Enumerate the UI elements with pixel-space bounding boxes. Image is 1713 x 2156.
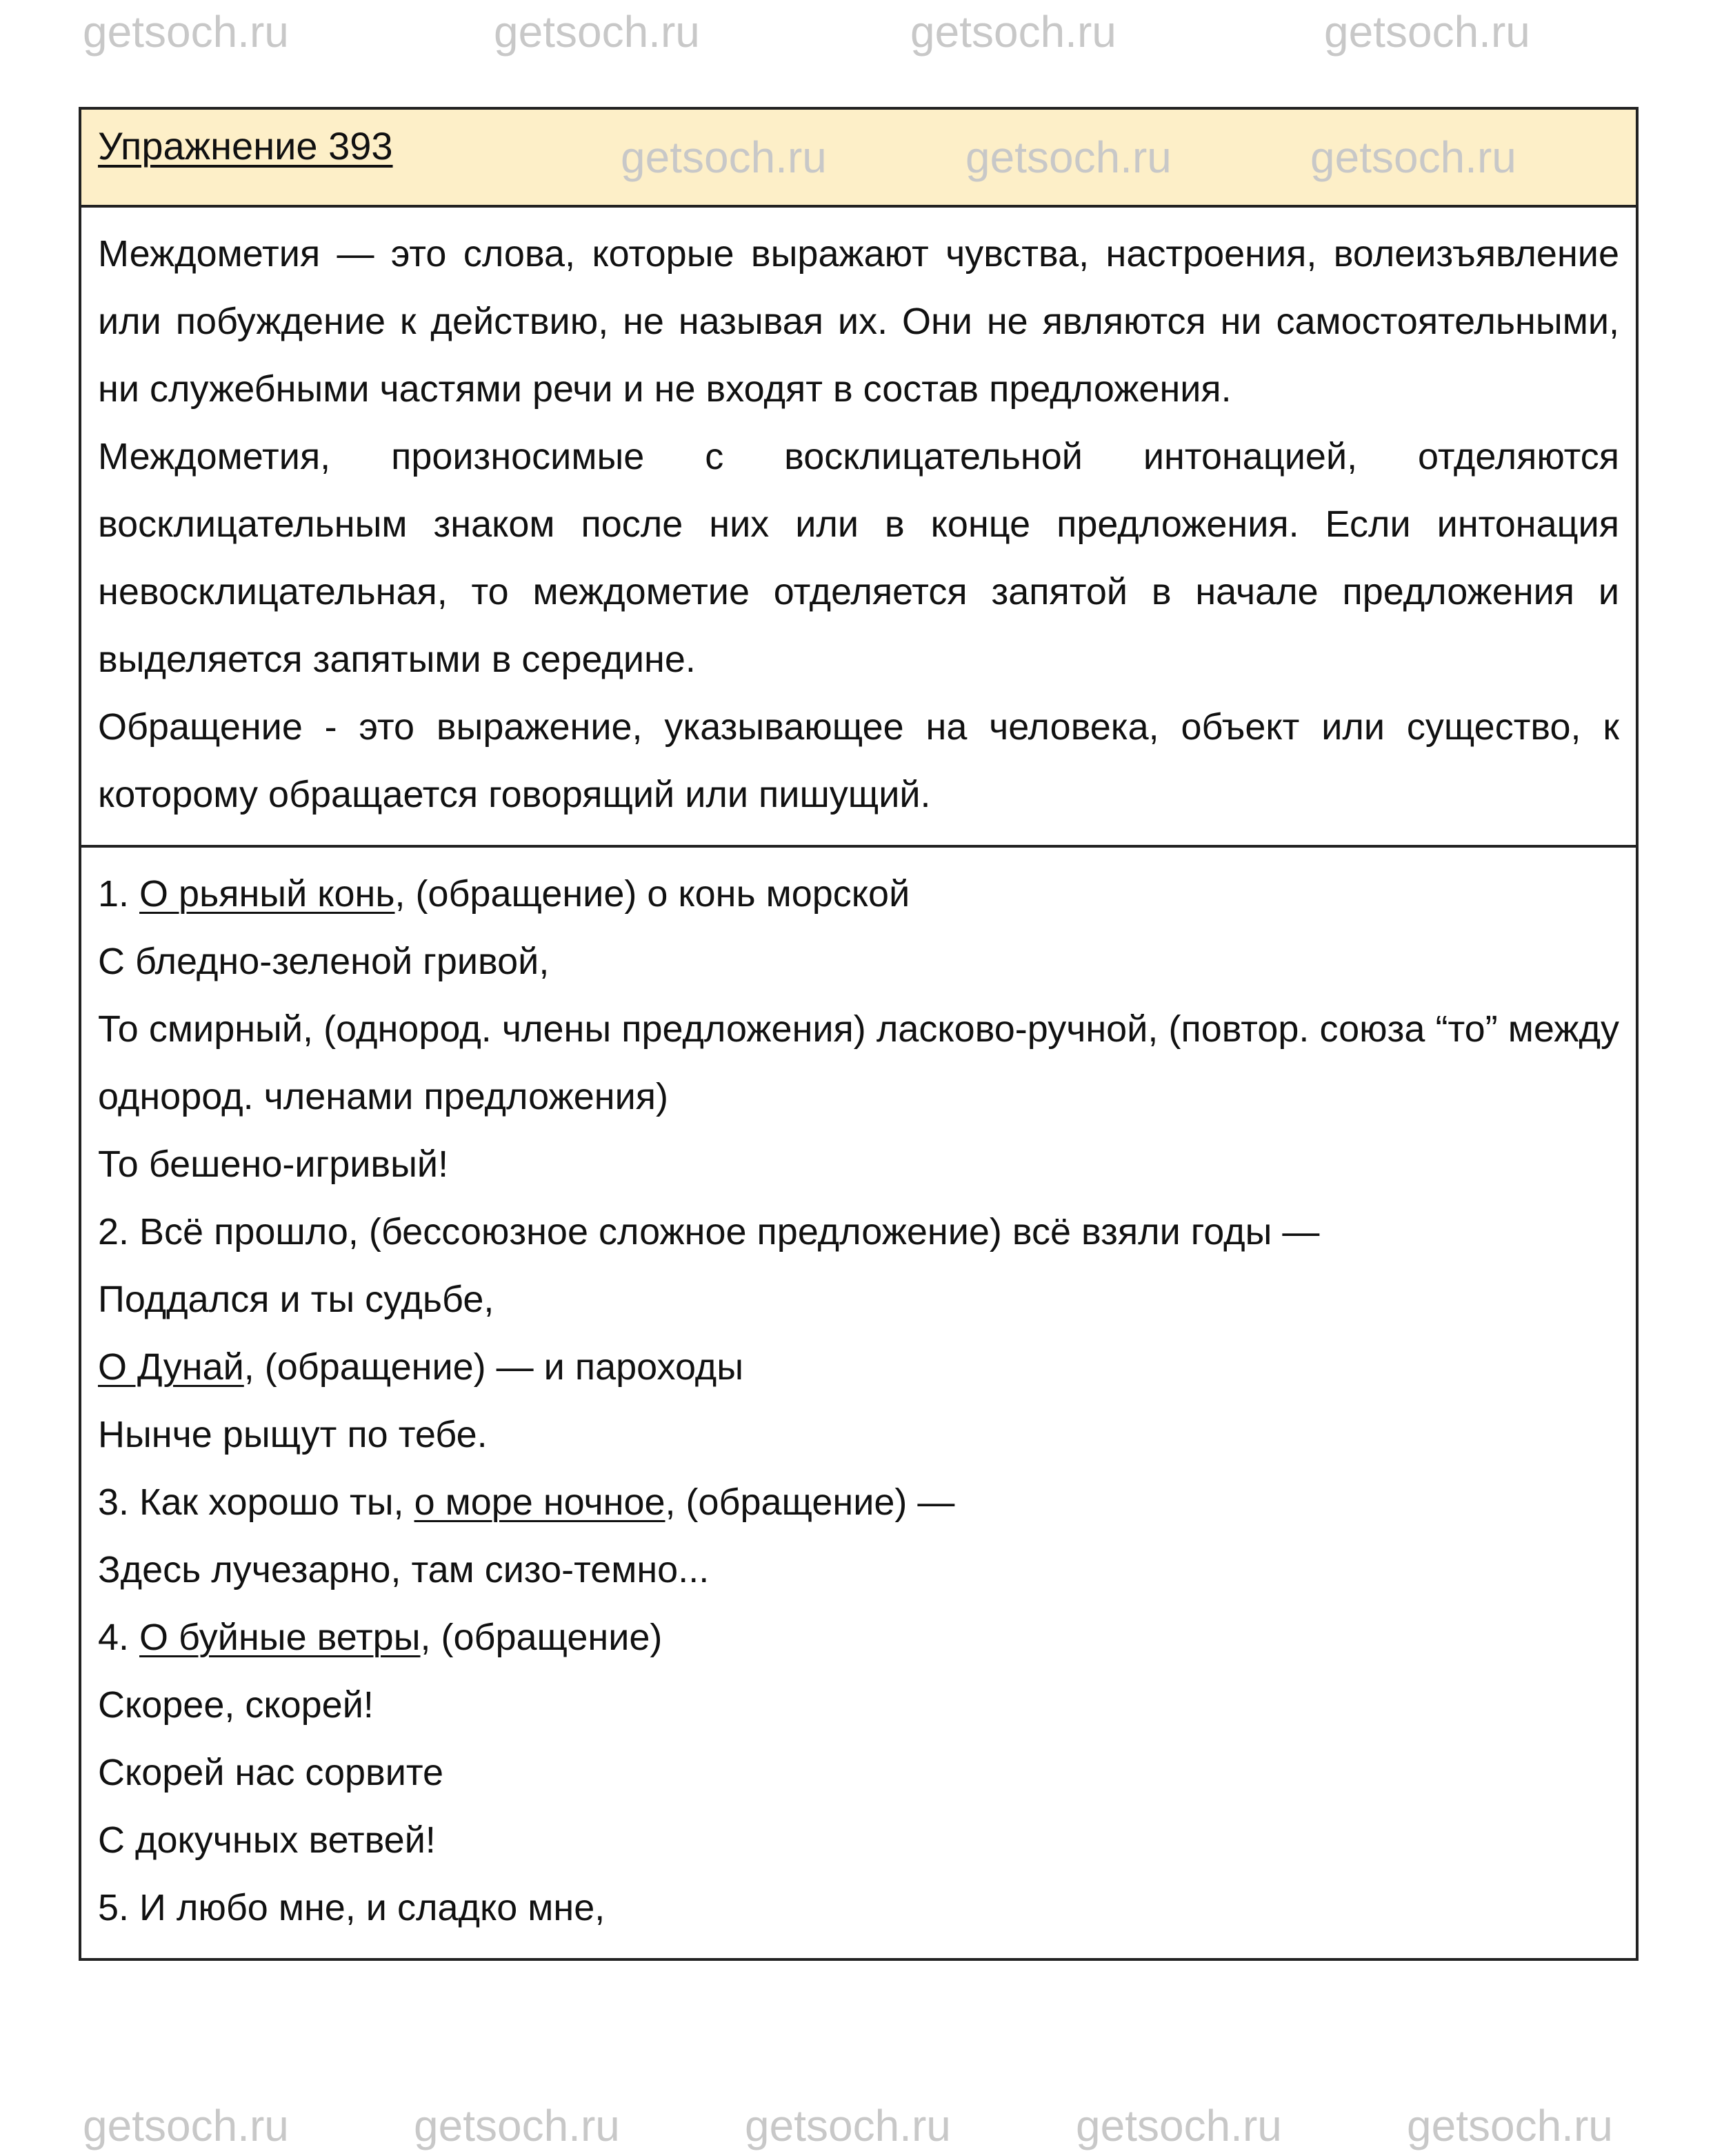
answer-line: 5. И любо мне, и сладко мне, bbox=[98, 1887, 605, 1928]
answer-line: С докучных ветвей! bbox=[98, 1819, 436, 1861]
answer-line: Скорей нас сорвите bbox=[98, 1752, 444, 1793]
theory-paragraph: Междометия — это слова, которые выражают чувства, настроения, волеизъявление или побуждение к действию, не называя их. Они не являются ни самостоятельными, ни служебными частями речи и не входят в состав предложения. bbox=[98, 233, 1619, 410]
answer-text: , (обращение) — bbox=[665, 1481, 955, 1523]
theory-paragraph: Междометия, произносимые с восклицательной интонацией, отделяются восклицательным знаком после них или в конце предложения. Если интонация невосклицательная, то междометие отделяется запятой в начале предложения и выделяется запятыми в середине. bbox=[98, 436, 1619, 680]
watermark: getsoch.ru bbox=[910, 7, 1116, 57]
exercise-table bbox=[79, 107, 1639, 1961]
address-underlined: О Дунай bbox=[98, 1346, 244, 1388]
answer-line: То смирный, (однород. члены предложения) ласково-ручной, (повтор. союза “то” между однород. членами предложения) bbox=[98, 1008, 1619, 1117]
watermark: getsoch.ru bbox=[1407, 2101, 1613, 2150]
exercise-title: Упражнение 393 bbox=[98, 124, 393, 168]
answer-section bbox=[81, 848, 1636, 1958]
address-underlined: О рьяный конь bbox=[139, 873, 395, 915]
theory-paragraph: Обращение - это выражение, указывающее на человека, объект или существо, к которому обращается говорящий или пишущий. bbox=[98, 706, 1619, 815]
exercise-header bbox=[81, 110, 1636, 208]
theory-section bbox=[81, 208, 1636, 848]
item-number: 4. bbox=[98, 1617, 140, 1658]
watermark: getsoch.ru bbox=[494, 7, 700, 57]
watermark: getsoch.ru bbox=[414, 2101, 620, 2150]
watermark: getsoch.ru bbox=[745, 2101, 951, 2150]
answer-line: Скорее, скорей! bbox=[98, 1684, 374, 1726]
answer-text: 3. Как хорошо ты, bbox=[98, 1481, 414, 1523]
answer-line bbox=[98, 1333, 1619, 1401]
answer-line bbox=[98, 1604, 1619, 1671]
answer-text: , (обращение) о конь морской bbox=[394, 873, 910, 915]
answer-line bbox=[98, 860, 1619, 928]
watermark: getsoch.ru bbox=[83, 7, 289, 57]
answer-line: С бледно-зеленой гривой, bbox=[98, 941, 550, 982]
answer-line: Здесь лучезарно, там сизо-темно... bbox=[98, 1549, 710, 1590]
answer-text: , (обращение) — и пароходы bbox=[243, 1346, 744, 1388]
watermark: getsoch.ru bbox=[621, 132, 827, 182]
watermark: getsoch.ru bbox=[1310, 132, 1516, 182]
answer-line bbox=[98, 1468, 1619, 1536]
watermark: getsoch.ru bbox=[1076, 2101, 1282, 2150]
address-underlined: О буйные ветры bbox=[139, 1617, 421, 1658]
watermark: getsoch.ru bbox=[83, 2101, 289, 2150]
watermark: getsoch.ru bbox=[1324, 7, 1530, 57]
answer-line: Нынче рыщут по тебе. bbox=[98, 1414, 488, 1455]
answer-line: То бешено-игривый! bbox=[98, 1144, 449, 1185]
address-underlined: о море ночное bbox=[414, 1481, 665, 1523]
watermark: getsoch.ru bbox=[965, 132, 1172, 182]
answer-text: , (обращение) bbox=[420, 1617, 663, 1658]
answer-line: Поддался и ты судьбе, bbox=[98, 1279, 494, 1320]
item-number: 1. bbox=[98, 873, 140, 915]
answer-line: 2. Всё прошло, (бессоюзное сложное предложение) всё взяли годы — bbox=[98, 1211, 1320, 1252]
